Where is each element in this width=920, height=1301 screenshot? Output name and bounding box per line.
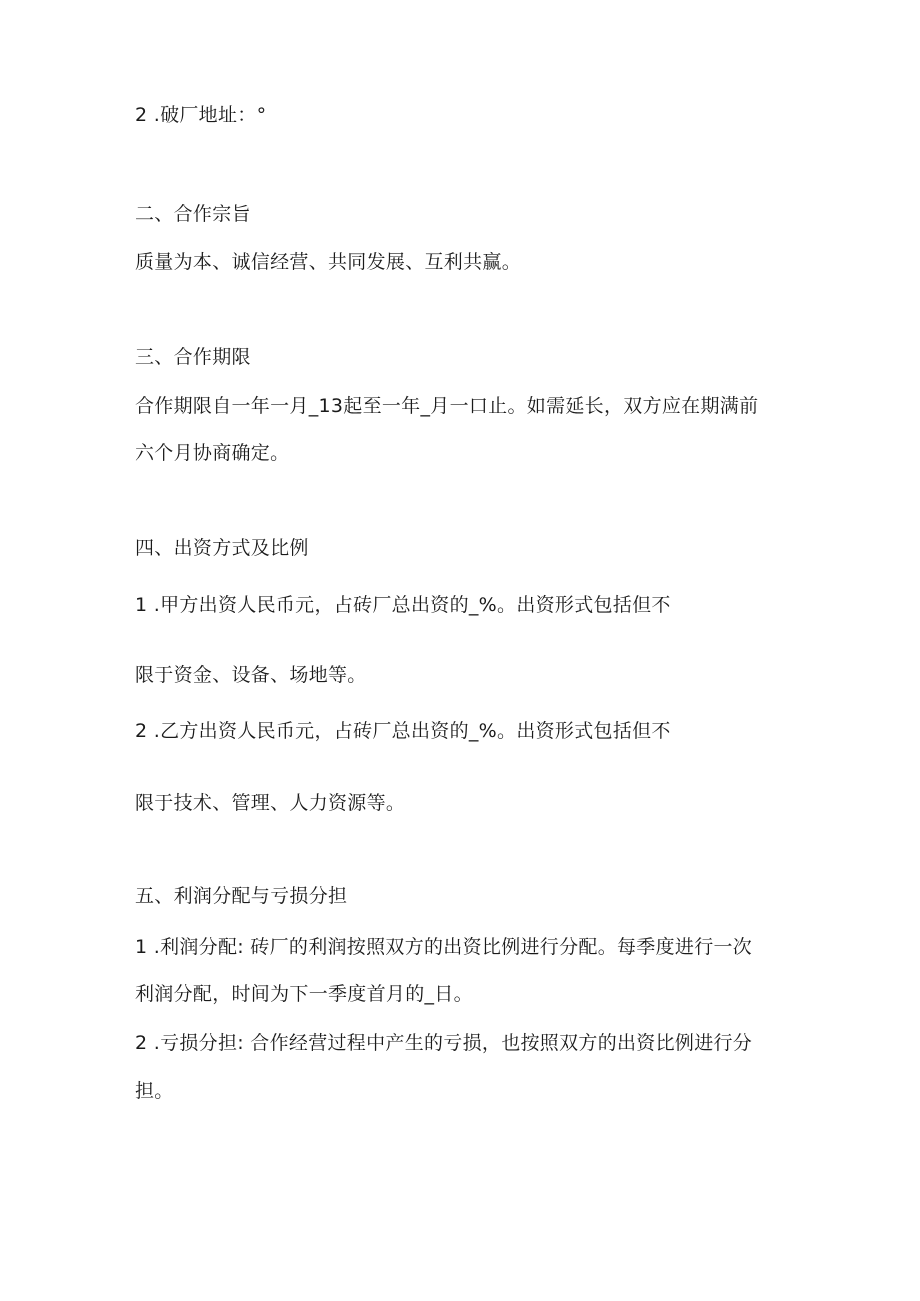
profit-distribution: 1 .利润分配: 砖厂的利润按照双方的出资比例进行分配。每季度进行一次 (135, 936, 753, 958)
investment-party-a-cont: 限于资金、设备、场地等。 (135, 664, 367, 686)
section-heading-profit: 五、利润分配与亏损分担 (135, 885, 348, 907)
profit-distribution-cont: 利润分配，时间为下一季度首月的_日。 (135, 983, 473, 1005)
investment-party-a: 1 .甲方出资人民币元，占砖厂总出资的_%。出资形式包括但不 (135, 594, 671, 616)
loss-sharing: 2 .亏损分担: 合作经营过程中产生的亏损，也按照双方的出资比例进行分 (135, 1032, 753, 1054)
term-text-cont: 六个月协商确定。 (135, 442, 290, 464)
investment-party-b-cont: 限于技术、管理、人力资源等。 (135, 792, 406, 814)
section-heading-term: 三、合作期限 (135, 346, 251, 368)
section-heading-purpose: 二、合作宗旨 (135, 203, 251, 225)
section-heading-investment: 四、出资方式及比例 (135, 537, 309, 559)
address-line: 2 .破厂地址：° (135, 104, 267, 126)
loss-sharing-cont: 担。 (135, 1080, 174, 1102)
purpose-text: 质量为本、诚信经营、共同发展、互利共赢。 (135, 251, 522, 273)
term-text: 合作期限自一年一月_13起至一年_月一口止。如需延长，双方应在期满前 (135, 395, 759, 417)
investment-party-b: 2 .乙方出资人民币元，占砖厂总出资的_%。出资形式包括但不 (135, 720, 671, 742)
